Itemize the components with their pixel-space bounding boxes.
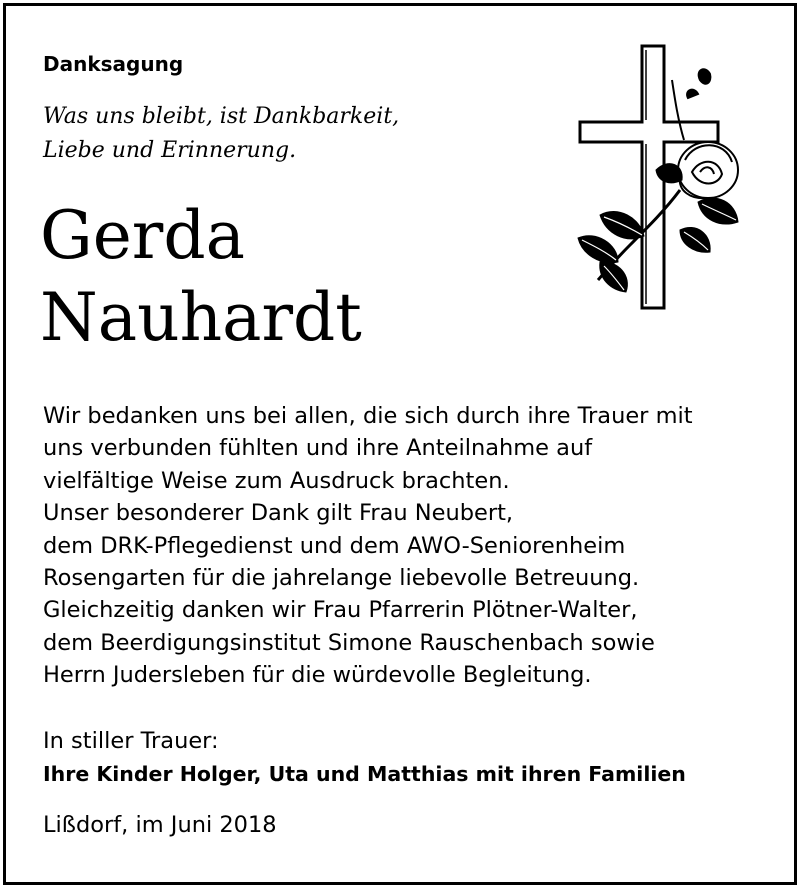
body-line: uns verbunden fühlten und ihre Anteilnahme auf xyxy=(43,435,593,462)
body-line: dem DRK-Pflegedienst und dem AWO-Seniorenheim xyxy=(43,532,626,559)
deceased-name xyxy=(40,195,362,359)
motto-line: Was uns bleibt, ist Dankbarkeit, xyxy=(43,104,400,129)
place-date: Lißdorf, im Juni 2018 xyxy=(43,812,277,838)
thank-you-text xyxy=(43,400,693,692)
motto-line: Liebe und Erinnerung. xyxy=(43,138,297,163)
notice-heading: Danksagung xyxy=(43,52,184,76)
body-line: Gleichzeitig danken wir Frau Pfarrerin Plötner-Walter, xyxy=(43,597,638,624)
cross-with-rose-icon xyxy=(560,40,760,315)
body-line: dem Beerdigungsinstitut Simone Rauschenbach sowie xyxy=(43,629,655,656)
body-line: Herrn Judersleben für die würdevolle Begleitung. xyxy=(43,662,592,689)
body-line: Unser besonderer Dank gilt Frau Neubert, xyxy=(43,500,514,527)
body-line: vielfältige Weise zum Ausdruck brachten. xyxy=(43,467,510,494)
mourning-intro: In stiller Trauer: xyxy=(43,728,219,754)
motto xyxy=(43,100,399,168)
mourners: Ihre Kinder Holger, Uta und Matthias mit ihren Familien xyxy=(43,762,686,786)
first-name: Gerda xyxy=(40,197,245,274)
last-name: Nauhardt xyxy=(40,279,362,356)
body-line: Wir bedanken uns bei allen, die sich durch ihre Trauer mit xyxy=(43,403,693,429)
body-line: Rosengarten für die jahrelange liebevolle Betreuung. xyxy=(43,565,640,592)
